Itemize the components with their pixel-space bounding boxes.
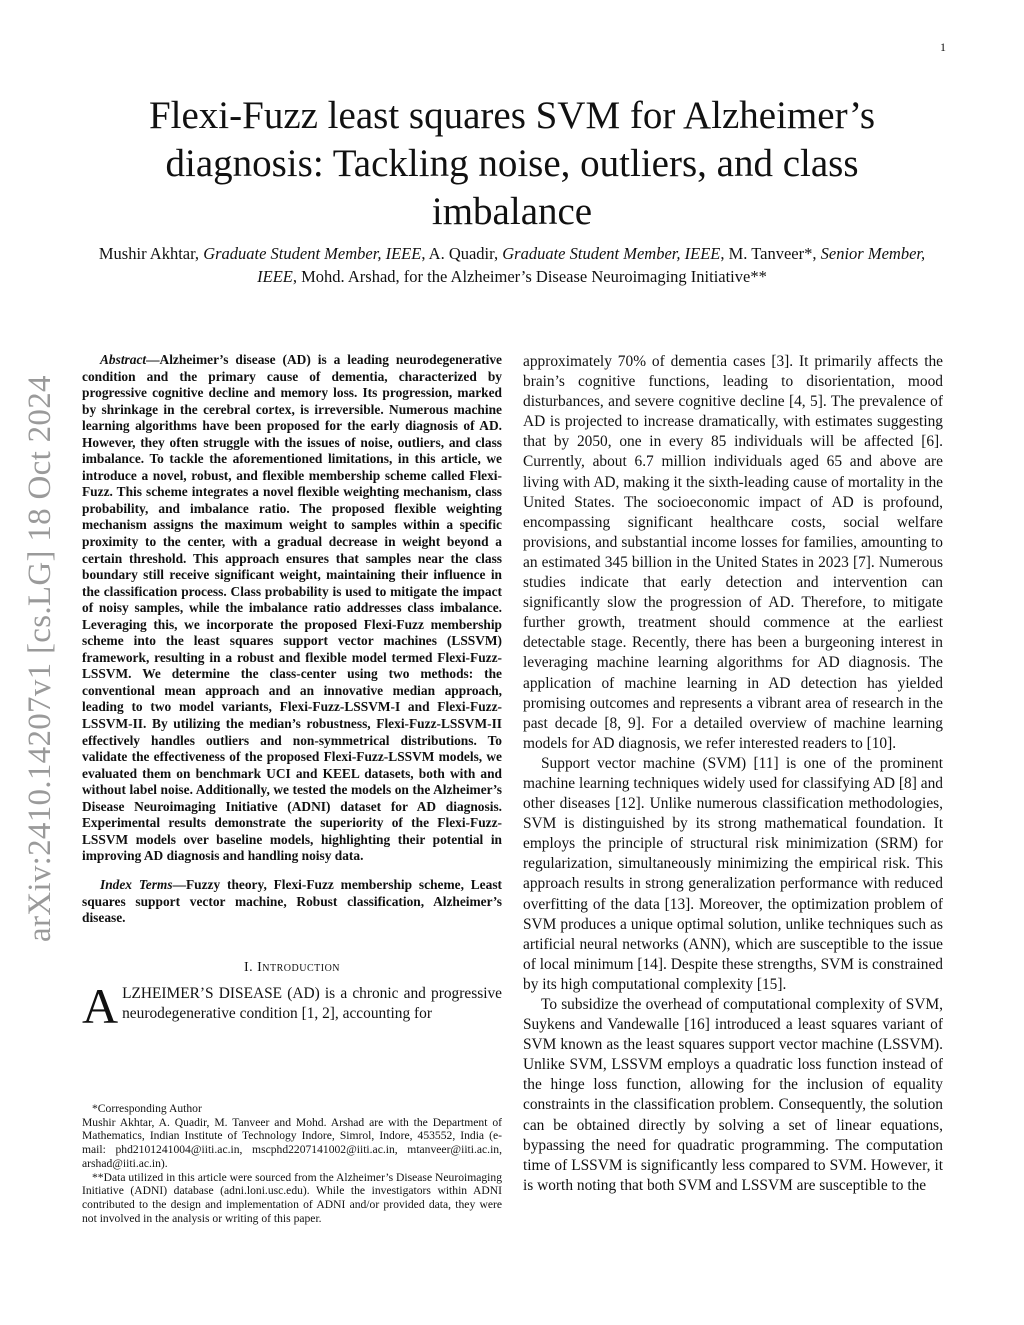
footnotes <box>82 1102 502 1225</box>
body-paragraph: approximately 70% of dementia cases [3]. It primarily affects the brain’s cognitive functions, leading to disorientation, mood disturbances, and severe cognitive decline [4, 5]. The prevalence of AD is projected to increase dramatically, with estimates suggesting that by 2050, one in every 85 individuals will be affected [6]. Currently, about 6.7 million individuals aged 65 and above are living with AD, making it the sixth-leading cause of mortality in the United States. The socioeconomic impact of AD is profound, encompassing significant healthcare costs, social welfare provisions, and substantial income losses for families, amounting to an estimated 345 billion in the United States in 2023 [7]. Numerous studies indicate that early detection and intervention can significantly slow the progression of AD. Therefore, to mitigate further growth, treatment should commence at the earliest detectable stage. Recently, there has been a burgeoning interest in leveraging machine learning algorithms for AD diagnosis. The application of machine learning in AD detection has yielded promising outcomes and represents a vibrant area of research in the past decade [8, 9]. For a detailed overview of machine learning models for AD diagnosis, we refer interested readers to [10]. <box>523 353 943 752</box>
body-paragraph: To subsidize the overhead of computational complexity of SVM, Suykens and Vandewalle [16] introduced a least squares variant of SVM known as the least squares support vector machine (LSSVM). Unlike SVM, LSSVM employs a quadratic loss function instead of the hinge loss function, allowing for the inclusion of equality constraints in the classification problem. Consequently, the solution can be obtained directly by solving a set of linear equations, bypassing the need for quadratic programming. The computation time of LSSVM is significantly less compared to SVM. However, it is worth noting that both SVM and LSSVM are susceptible to the <box>523 996 943 1194</box>
section-numeral: I. <box>243 959 258 975</box>
footnote-corresponding: *Corresponding Author <box>92 1102 202 1115</box>
arxiv-identifier: arXiv:2410.14207v1 [cs.LG] 18 Oct 2024 <box>22 375 58 942</box>
abstract-text: —Alzheimer’s disease (AD) is a leading neurodegenerative condition and the primary cause of dementia, characterized by progressive cognitive decline and memory loss. Its progression, marked by shrinkage in the cerebral cortex, is irreversible. Numerous machine learning algorithms have been proposed for the early diagnosis of AD. However, they often struggle with the issues of noise, outliers, and class imbalance. To tackle the aforementioned limitations, in this article, we introduce a novel, robust, and flexible membership scheme called Flexi-Fuzz. This scheme integrates a novel flexible weighting mechanism, class probability, and imbalance ratio. The proposed flexible weighting mechanism assigns the maximum weight to samples within a specific proximity to the center, with a gradual decrease in weight beyond a certain threshold. This approach ensures that samples near the class boundary still receive significant weight, maintaining their influence in the classification process. Class probability is used to mitigate the impact of noisy samples, while the imbalance ratio addresses class imbalance. Leveraging this, we incorporate the proposed Flexi-Fuzz membership scheme into the least squares support vector machines (LSSVM) framework, resulting in a robust and flexible model termed Flexi-Fuzz-LSSVM. We determine the class-center using two methods: the conventional mean approach and an innovative median approach, leading to two model variants, Flexi-Fuzz-LSSVM-I and Flexi-Fuzz-LSSVM-II. By utilizing the median’s robustness, Flexi-Fuzz-LSSVM-II effectively handles outliers and non-symmetrical distributions. To validate the effectiveness of the proposed Flexi-Fuzz-LSSVM models, we evaluated them on benchmark UCI and KEEL datasets, both with and without label noise. Additionally, we tested the models on the Alzheimer’s Disease Neuroimaging Initiative (ADNI) dataset for AD diagnosis. Experimental results demonstrate the superiority of the Flexi-Fuzz-LSSVM models over baseline models, highlighting their potential in improving AD diagnosis and handling noisy data. <box>82 352 502 864</box>
body-paragraph: Support vector machine (SVM) [11] is one of the prominent machine learning techniques widely used for classifying AD [8] and other diseases [12]. Unlike numerous classification methodologies, SVM is distinguished by its strong mathematical foundation. It employs the principle of structural risk minimization (SRM) for regularization, simultaneously minimizing the empirical risk. This approach results in strong generalization performance with reduced overfitting of the data [13]. Moreover, the optimization problem of SVM produces a unique optimal solution, unlike techniques such as artificial neural networks (ANN), which are susceptible to the issue of local minimum [14]. Despite these strengths, SVM is constrained by its high computational complexity [15]. <box>523 754 943 993</box>
author-name: Mushir Akhtar, <box>98 244 200 263</box>
index-terms-label: Index Terms <box>100 876 173 892</box>
section-heading <box>82 960 502 976</box>
footnote-affiliation: Mushir Akhtar, A. Quadir, M. Tanveer and Mohd. Arshad are with the Department of Mathematics, Indian Institute of Technology Indore, Simrol, Indore, 453552, India (e-mail: phd2101241004@iiti.ac.in, mscphd2207141002@iiti.ac.in, mtanveer@iiti.ac.in, arshad@iiti.ac.in). <box>82 1115 502 1170</box>
paper-title: Flexi-Fuzz least squares SVM for Alzheimer’s diagnosis: Tackling noise, outliers, and class imbalance <box>148 94 876 233</box>
author-name: , M. Tanveer*, <box>720 244 817 263</box>
intro-paragraph <box>82 977 502 1034</box>
author-name: , Mohd. Arshad, for the Alzheimer’s Disease Neuroimaging Initiative** <box>292 267 767 286</box>
abstract-label: Abstract <box>100 352 147 367</box>
right-column <box>523 352 943 1196</box>
page-number: 1 <box>940 40 946 54</box>
drop-cap: A <box>82 977 119 1034</box>
author-list <box>80 242 944 288</box>
author-name: , A. Quadir, <box>421 244 499 263</box>
left-column <box>82 352 502 1034</box>
abstract <box>82 352 502 865</box>
index-terms-text: —Fuzzy theory, Flexi-Fuzz membership scheme, Least squares support vector machine, Robust classification, Alzheimer’s disease. <box>82 876 502 926</box>
author-role: Graduate Student Member, IEEE <box>502 244 721 263</box>
author-role: Graduate Student Member, IEEE <box>203 244 422 263</box>
author-role: Senior Member, IEEE <box>257 244 926 286</box>
index-terms <box>82 877 502 927</box>
footnote-adni: **Data utilized in this article were sourced from the Alzheimer’s Disease Neuroimaging Initiative (ADNI) database (adni.loni.usc.edu). While the investigators within ADNI contributed to the design and implementation of ADNI and/or provided data, they were not involved in the analysis or writing of this paper. <box>82 1170 502 1225</box>
intro-text: LZHEIMER’S DISEASE (AD) is a chronic and progressive neurodegenerative condition [1, 2], accounting for <box>122 984 502 1022</box>
section-title: Introduction <box>257 959 341 975</box>
